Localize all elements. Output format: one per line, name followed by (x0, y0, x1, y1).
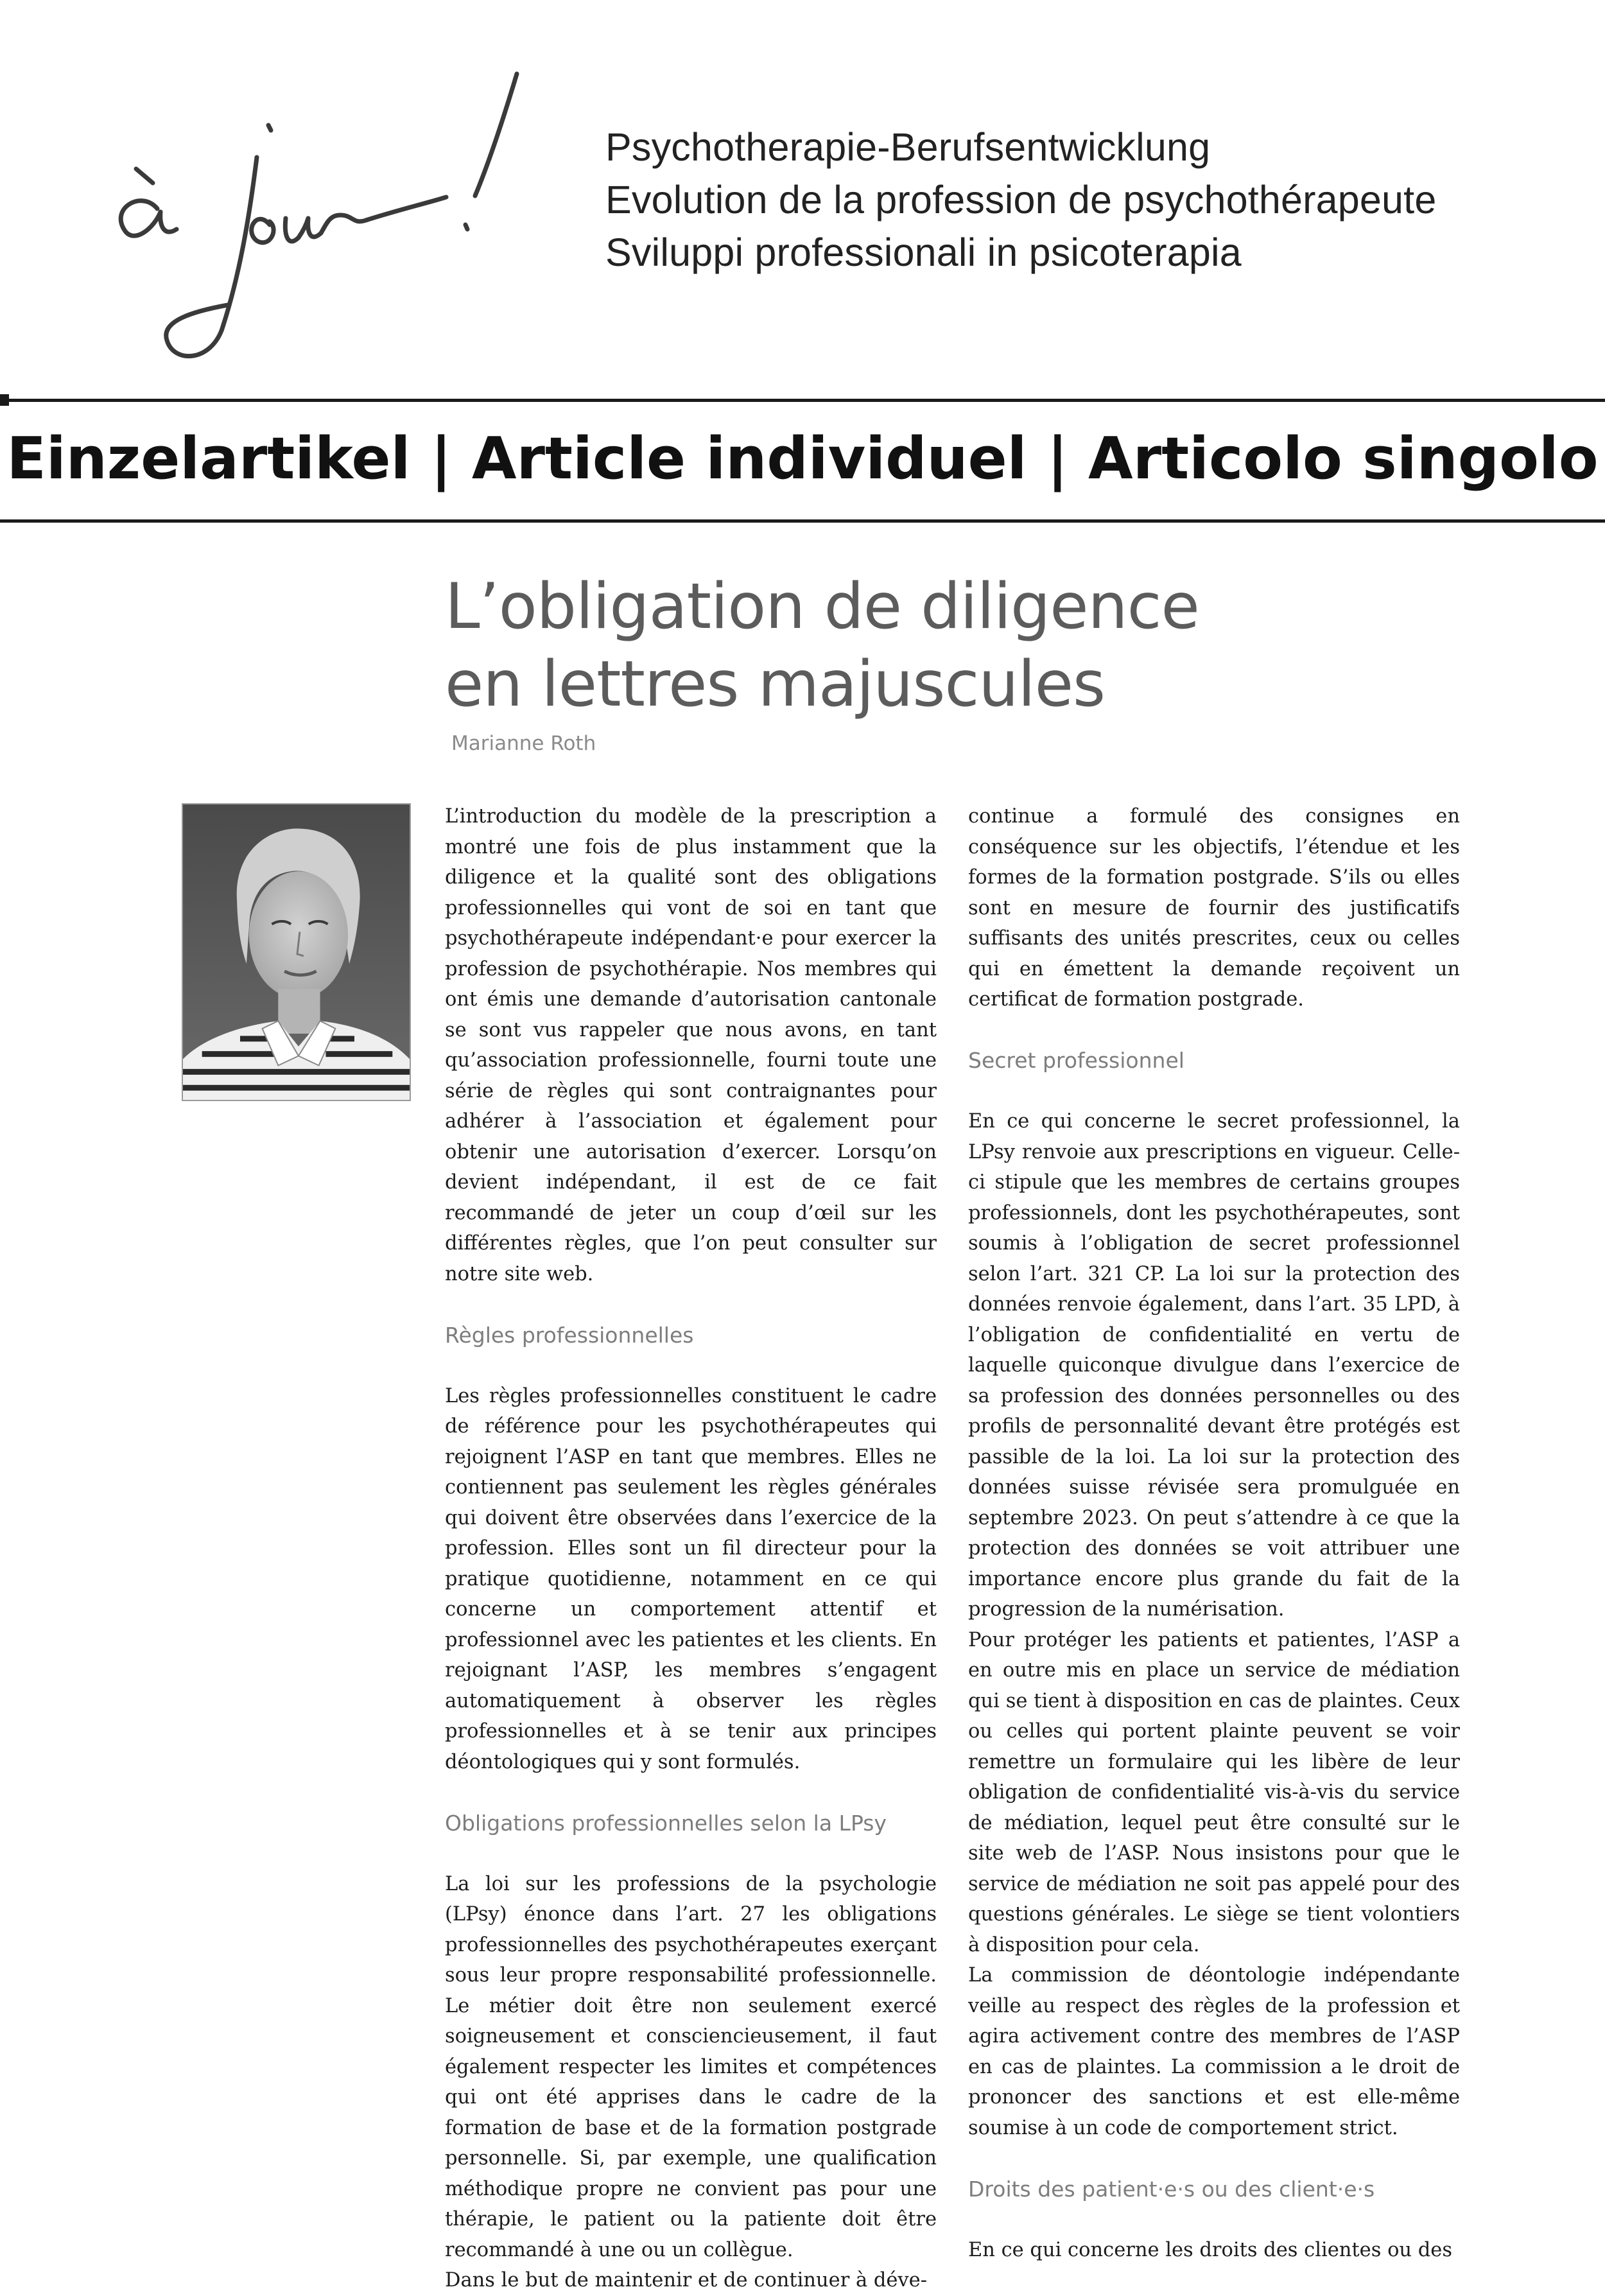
section-heading-regles: Règles professionnelles (445, 1322, 694, 1348)
paragraph-formation: continue a formulé des consignes en conséquence sur les objectifs, l’étendue et les formes de la formation postgrade. S’ils ou elles sont en mesure de fournir des justificatifs suffisants des unités prescrites, ceux ou celles qui en émettent la demande reçoivent un certificat de formation postgrade. (968, 805, 1460, 1011)
top-divider (0, 399, 1605, 402)
paragraph-mediation: Pour protéger les patients et patientes, l’ASP a en outre mis en place un service de médiation qui se tient à disposition en cas de plaintes. Ceux ou celles qui portent plainte peuvent se voir remettre un formulaire qui les libère de leur obligation de confidentialité vis-à-vis du service de médiation, lequel peut être consulté sur le site web de l’ASP. Nous insistons pour que le service de médiation ne soit pas appelé pour des questions générales. Le siège se tient volontiers à disposition pour cela. (968, 1628, 1460, 1956)
a-jour-logo (96, 61, 559, 369)
bottom-divider (0, 519, 1605, 523)
masthead-line-de: Psychotherapie-Berufsentwicklung (605, 125, 1211, 169)
section-heading-droits: Droits des patient·e·s ou des client·e·s (968, 2176, 1375, 2202)
paragraph-continued: Dans le but de maintenir et de continuer à déve- (445, 2269, 928, 2292)
article-column-right (968, 801, 1460, 2265)
masthead-line-fr: Evolution de la profession de psychothérapeute (605, 178, 1437, 222)
paragraph-regles: Les règles professionnelles constituent le cadre de référence pour les psychothérapeutes qui rejoignent l’ASP en tant que membres. Elles ne contiennent pas seulement les règles générales qui doivent être observées dans l’exercice de la profession. Elles sont un fil directeur pour la pratique quotidienne, notamment en ce qui concerne un comportement attentif et professionnel avec les patientes et les clients. En rejoignant l’ASP, les membres s’engagent automatiquement à observer les règles professionnelles et à se tenir aux principes déontologiques qui y sont formulés. (445, 1384, 937, 1773)
article-title-line2: en lettres majuscules (445, 648, 1106, 721)
masthead-line-it: Sviluppi professionali in psicoterapia (605, 230, 1242, 274)
article-type-banner: Einzelartikel | Article individuel | Articolo singolo (6, 425, 1599, 492)
article-column-left (445, 801, 937, 2296)
paragraph-commission: La commission de déontologie indépendante veille au respect des règles de la profession et agira activement contre des membres de l’ASP en cas de plaintes. La commission a le droit de prononcer des sanctions et est elle-même soumise à un code de comportement strict. (968, 1964, 1460, 2139)
author-portrait-photo (182, 803, 411, 1101)
article-author: Marianne Roth (451, 732, 596, 755)
paragraph-obligations: La loi sur les professions de la psychologie (LPsy) énonce dans l’art. 27 les obligations professionnelles des psychothérapeutes exerçant sous leur propre responsabilité professionnelle. Le métier doit être non seulement exercé soigneusement et consciencieusement, il faut également respecter les limites et compétences qui ont été apprises dans le cadre de la formation de base et de la formation postgrade personnelle. Si, par exemple, une qualification méthodique propre ne convient pas pour une thérapie, le patient ou la patiente doit être recommandé à une ou un collègue. (445, 1872, 937, 2261)
section-heading-obligations: Obligations professionnelles selon la LPsy (445, 1810, 887, 1836)
section-heading-secret: Secret professionnel (968, 1048, 1184, 1073)
masthead-subtitles (605, 121, 1436, 279)
article-title (445, 568, 1472, 724)
paragraph-droits: En ce qui concerne les droits des clientes ou des (968, 2238, 1452, 2261)
article-title-line1: L’obligation de diligence (445, 570, 1199, 643)
paragraph-secret: En ce qui concerne le secret professionnel, la LPsy renvoie aux prescriptions en vigueur. Celle-ci stipule que les membres de certains groupes professionnels, dont les psychothérapeutes, sont soumis à l’obligation de secret professionnel selon l’art. 321 CP. La loi sur la protection des données renvoie également, dans l’art. 35 LPD, à l’obligation de confidentialité en vertu de laquelle quiconque divulgue dans l’exercice de sa profession des données personnelles ou des profils de personnalité devant être protégés est passible de la loi. La loi sur la protection des données suisse révisée sera promulguée en septembre 2023. On peut s’attendre à ce que la protection des données se voit attribuer une importance encore plus grande du fait de la progression de la numérisation. (968, 1110, 1460, 1621)
intro-paragraph: L’introduction du modèle de la prescription a montré une fois de plus instamment que la diligence et la qualité sont des obligations professionnelles qui vont de soi en tant que psychothérapeute indépendant·e pour exercer la profession de psychothérapie. Nos membres qui ont émis une demande d’autorisation cantonale se sont vus rappeler que nous avons, en tant qu’association professionnelle, fourni toute une série de règles qui sont contraignantes pour adhérer à l’association et également pour obtenir une autorisation d’exercer. Lorsqu’on devient indépendant, il est de ce fait recommandé de jeter un coup d’œil sur les différentes règles, que l’on peut consulter sur notre site web. (445, 805, 937, 1285)
